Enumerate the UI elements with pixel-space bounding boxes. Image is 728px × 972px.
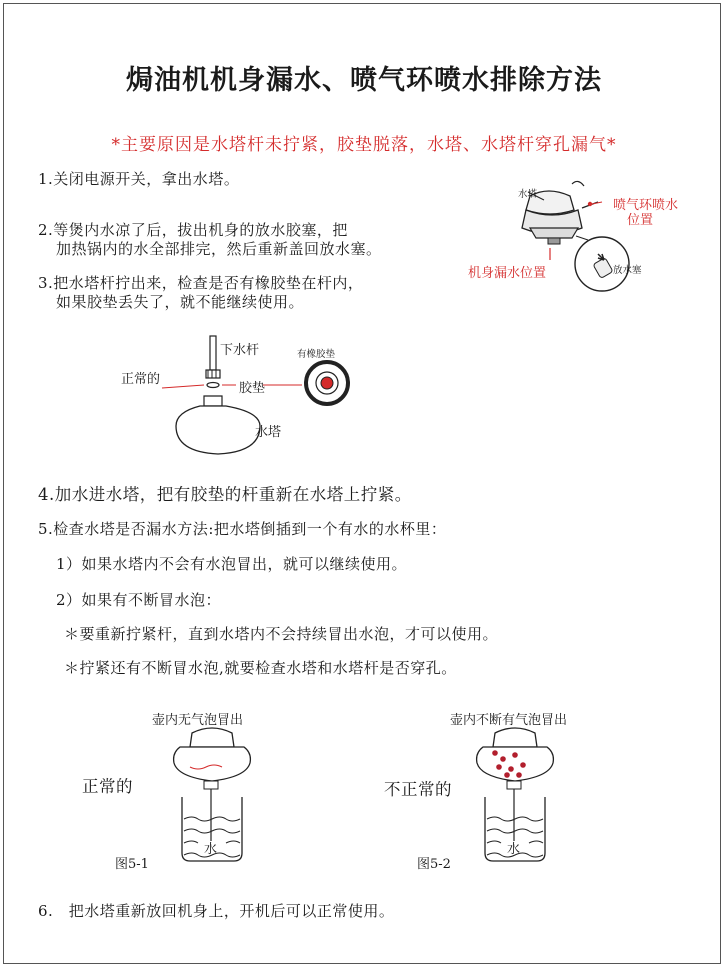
label-gasket: 胶垫 <box>239 381 266 396</box>
label-water-tower: 水塔 <box>518 189 538 200</box>
fig1-state: 正常的 <box>82 777 133 796</box>
fig2-state: 不正常的 <box>384 780 452 799</box>
step-5-2b: ＊拧紧还有不断冒水泡,就要检查水塔和水塔杆是否穿孔。 <box>64 659 457 677</box>
fig2-caption: 图5-2 <box>417 857 451 872</box>
label-spray-ring-2: 位置 <box>627 213 654 228</box>
label-drain-plug: 放水塞 <box>613 265 642 276</box>
step-6: 6. 把水塔重新放回机身上，开机后可以正常使用。 <box>38 902 395 920</box>
step-2-line-2: 加热锅内的水全部排完，然后重新盖回放水塞。 <box>56 240 382 258</box>
step-5-2a: ＊要重新拧紧杆，直到水塔内不会持续冒出水泡，才可以使用。 <box>64 625 499 643</box>
step-5: 5.检查水塔是否漏水方法:把水塔倒插到一个有水的水杯里： <box>38 520 447 538</box>
label-rubber-pad: 有橡胶垫 <box>297 349 336 360</box>
step-3-line-1: 3.把水塔杆拧出来，检查是否有橡胶垫在杆内， <box>38 274 364 292</box>
step-3-line-2: 如果胶垫丢失了，就不能继续使用。 <box>56 293 305 311</box>
label-tower: 水塔 <box>255 425 282 440</box>
fig1-water: 水 <box>204 842 218 857</box>
step-5-2: 2）如果有不断冒水泡： <box>56 591 222 609</box>
step-4: 4.加水进水塔，把有胶垫的杆重新在水塔上拧紧。 <box>38 485 412 504</box>
step-5-1: 1）如果水塔内不会有水泡冒出，就可以继续使用。 <box>56 555 408 573</box>
fig2-water: 水 <box>507 842 521 857</box>
label-body-leak: 机身漏水位置 <box>468 266 547 281</box>
fig1-caption: 图5-1 <box>115 857 149 872</box>
step-2-line-1: 2.等煲内水凉了后，拔出机身的放水胶塞，把 <box>38 221 348 239</box>
label-spray-ring-1: 喷气环喷水 <box>613 198 679 213</box>
label-normal: 正常的 <box>121 372 161 387</box>
fig1-note: 壶内无气泡冒出 <box>152 713 244 728</box>
fig2-note: 壶内不断有气泡冒出 <box>450 713 568 728</box>
step-1: 1.关闭电源开关，拿出水塔。 <box>38 170 240 188</box>
label-rod: 下水杆 <box>220 343 260 358</box>
page-title: 焗油机机身漏水、喷气环喷水排除方法 <box>126 65 602 96</box>
cause-subtitle: *主要原因是水塔杆未拧紧，胶垫脱落，水塔、水塔杆穿孔漏气* <box>111 135 617 155</box>
